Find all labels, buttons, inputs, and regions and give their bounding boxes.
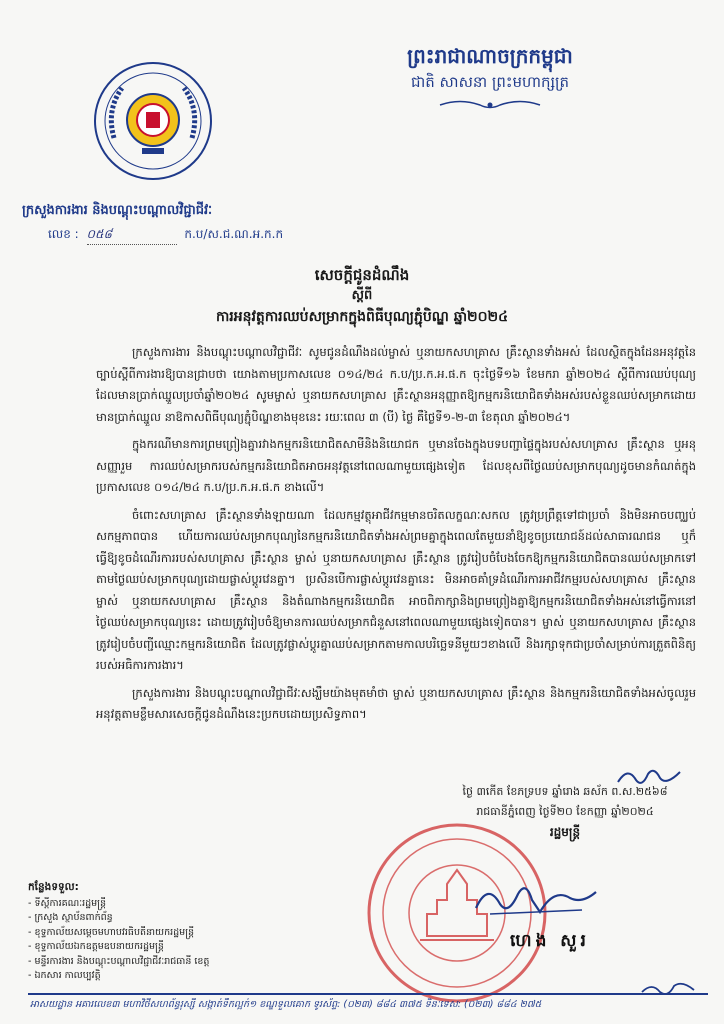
recipient-item: - ខុទ្ទកាល័យឯកឧត្តមឧបនាយករដ្ឋមន្ត្រី	[28, 941, 164, 952]
body-paragraph-3: ចំពោះសហគ្រាស គ្រឹះស្ថានទាំងឡាយណា ដែលកម្មវត្ថុអាជីវកម្មមានចរិតលក្ខណៈសកល ត្រូវប្រព្រឹត្តទៅជាប្រចាំ និងមិនអាចបញ្ឈប់សកម្មភាពបាន ហើយការឈប់សម្រាកបុណ្យនៃកម្មករនិយោជិតទាំងអស់ព្រមគ្នាក្នុងពេលតែមួយនាំឱ្យខូចប្រយោជន៍ដល់សាធារណជន ឬក៏ធ្វើឱ្យខូចដំណើរការរបស់សហគ្រាស គ្រឹះស្ថាន ម្ចាស់ ឬនាយកសហគ្រាស គ្រឹះស្ថាន ត្រូវរៀបចំបែងចែកឱ្យកម្មករនិយោជិតបានឈប់សម្រាកទៅតាមថ្ងៃឈប់សម្រាកបុណ្យដោយផ្លាស់ប្តូរវេនគ្នា។ ប្រសិនបើការផ្លាស់ប្តូរវេនគ្នានេះ មិនអាចគាំទ្រដំណើរការអាជីវកម្មរបស់សហគ្រាស គ្រឹះស្ថាន ម្ចាស់ ឬនាយកសហគ្រាស គ្រឹះស្ថាន និងតំណាងកម្មករនិយោជិត អាចពិភាក្សានិងព្រមព្រៀងគ្នាឱ្យកម្មករនិយោជិតទាំងអស់នៅធ្វើការនៅថ្ងៃឈប់សម្រាកបុណ្យនេះ ដោយត្រូវរៀបចំឱ្យមានការឈប់សម្រាកជំនួសនៅពេលណាមួយផ្សេងទៀតបាន។ ម្ចាស់ ឬនាយកសហគ្រាស គ្រឹះស្ថាន ត្រូវរៀបចំបញ្ជីឈ្មោះកម្មករនិយោជិត ដែលត្រូវផ្លាស់ប្តូរគ្នាឈប់សម្រាកតាមកាលបរិច្ឆេទនីមួយៗខាងលើ និងរក្សាទុកជាប្រចាំសម្រាប់ការត្រួតពិនិត្យរបស់អធិការការងារ។	[96, 507, 696, 672]
minister-signature	[470, 878, 600, 918]
minister-title: រដ្ឋមន្ត្រី	[549, 825, 581, 839]
notice-title-main: សេចក្តីជូនដំណឹង	[314, 266, 410, 284]
reference-number-line	[48, 226, 408, 245]
recipient-item: - ឯកសារ កាលប្បវត្តិ	[28, 970, 101, 981]
signatory-name: ហេង សួរ	[510, 931, 590, 951]
recipient-item: - មន្ទីរការងារ និងបណ្តុះបណ្តាលវិជ្ជាជីវៈរាជធានី ខេត្ត	[28, 955, 210, 967]
ref-number: ០៥៨	[86, 227, 113, 241]
ornament-divider	[435, 98, 545, 112]
notice-title-subject: ការអនុវត្តការឈប់សម្រាកក្នុងពិធីបុណ្យភ្ជុំបិណ្ឌ ឆ្នាំ២០២៤	[215, 309, 509, 325]
body-paragraph-2: ក្នុងករណីមានការព្រមព្រៀងគ្នារវាងកម្មករនិយោជិតសាមីនិងនិយោជក ឬមានចែងក្នុងបទបញ្ជាផ្ទៃក្នុងរបស់សហគ្រាស គ្រឹះស្ថាន ឬអនុសញ្ញារួម ការឈប់សម្រាករបស់កម្មករនិយោជិតអាចអនុវត្តនៅពេលណាមួយផ្សេងទៀត ដែលខុសពីថ្ងៃឈប់សម្រាកបុណ្យដូចមានកំណត់ក្នុងប្រកាសលេខ ០១៤/២៤ ក.ប/ប្រ.ក.អ.ផ.ក ខាងលើ។	[96, 437, 696, 494]
footer-divider	[28, 993, 708, 995]
recipient-item: - ក្រសួង ស្ថាប័នពាក់ព័ន្ធ	[28, 912, 113, 923]
footer-initial	[640, 980, 696, 998]
body-paragraph-4: ក្រសួងការងារ និងបណ្តុះបណ្តាលវិជ្ជាជីវៈសង្ឃឹមយ៉ាងមុតមាំថា ម្ចាស់ ឬនាយកសហគ្រាស គ្រឹះស្ថាន និងកម្មករនិយោជិតទាំងអស់ចូលរួមអនុវត្តតាមខ្លឹមសារសេចក្តីជូនដំណឹងនេះប្រកបដោយប្រសិទ្ធភាព។	[96, 685, 696, 721]
national-motto: ជាតិ សាសនា ព្រះមហាក្សត្រ	[410, 73, 570, 91]
ministry-name: ក្រសួងការងារ និងបណ្តុះបណ្តាលវិជ្ជាជីវៈ	[22, 203, 213, 218]
notice-title	[0, 264, 724, 328]
ref-label: លេខ :	[48, 227, 79, 241]
ref-suffix: ក.ប/ស.ជ.ណ.អ.ក.ក	[184, 227, 284, 241]
recipient-item: - ខុទ្ទកាល័យសម្តេចមហាបវរធិបតីនាយករដ្ឋមន្ត្រី	[28, 926, 195, 938]
kingdom-heading	[280, 42, 700, 116]
ref-number-dotted	[87, 226, 177, 245]
solar-date: រាជធានីភ្នំពេញ ថ្ងៃទី២០ ខែកញ្ញា ឆ្នាំ២០២៤	[476, 805, 654, 818]
notice-title-regarding: ស្តីពី	[351, 288, 373, 303]
recipients-heading: កន្លែងទទួល:	[28, 881, 79, 893]
lunar-date: ថ្ងៃ ៣កើត ខែភទ្របទ ឆ្នាំរោង ឆស័ក ព.ស.២៥៦៨	[462, 785, 668, 798]
body-paragraph-1: ក្រសួងការងារ និងបណ្តុះបណ្តាលវិជ្ជាជីវៈ សូមជូនដំណឹងដល់ម្ចាស់ ឬនាយកសហគ្រាស គ្រឹះស្ថានទាំងអស់ ដែលស្ថិតក្នុងដែនអនុវត្តនៃច្បាប់ស្តីពីការងារឱ្យបានជ្រាបថា យោងតាមប្រកាសលេខ ០១៤/២៤ ក.ប/ប្រ.ក.អ.ផ.ក ចុះថ្ងៃទី១៦ ខែមករា ឆ្នាំ២០២៤ ស្តីពីការឈប់បុណ្យដែលមានប្រាក់ឈ្នួលប្រចាំឆ្នាំ២០២៤ សូមម្ចាស់ ឬនាយកសហគ្រាស គ្រឹះស្ថានអនុញ្ញាតឱ្យកម្មករនិយោជិតទាំងអស់របស់ខ្លួនឈប់សម្រាកដោយមានប្រាក់ឈ្នួល នាឱកាសពិធីបុណ្យភ្ជុំបិណ្ឌខាងមុខនេះ រយៈពេល ៣ (បី) ថ្ងៃ គឺថ្ងៃទី១-២-៣ ខែតុលា ឆ្នាំ២០២៤។	[96, 345, 696, 424]
footer-address: អាសយដ្ឋាន អគារលេខ៣ មហាវិថីសហព័ន្ធរុស្សី សង្កាត់ទឹកល្អក់១ ខណ្ឌទួលគោក ទូរស័ព្ទ: (០២៣) ៨៨៤ ៣៧៥ ទិនៈទេស: (០២៣) ៨៨៤ ២៧៥	[30, 999, 542, 1010]
kingdom-name: ព្រះរាជាណាចក្រកម្ពុជា	[407, 44, 573, 68]
ministry-logo	[92, 60, 214, 182]
notice-body	[96, 342, 696, 732]
recipients-block	[28, 880, 209, 984]
recipient-item: - ទីស្តីការគណៈរដ្ឋមន្ត្រី	[28, 897, 107, 909]
